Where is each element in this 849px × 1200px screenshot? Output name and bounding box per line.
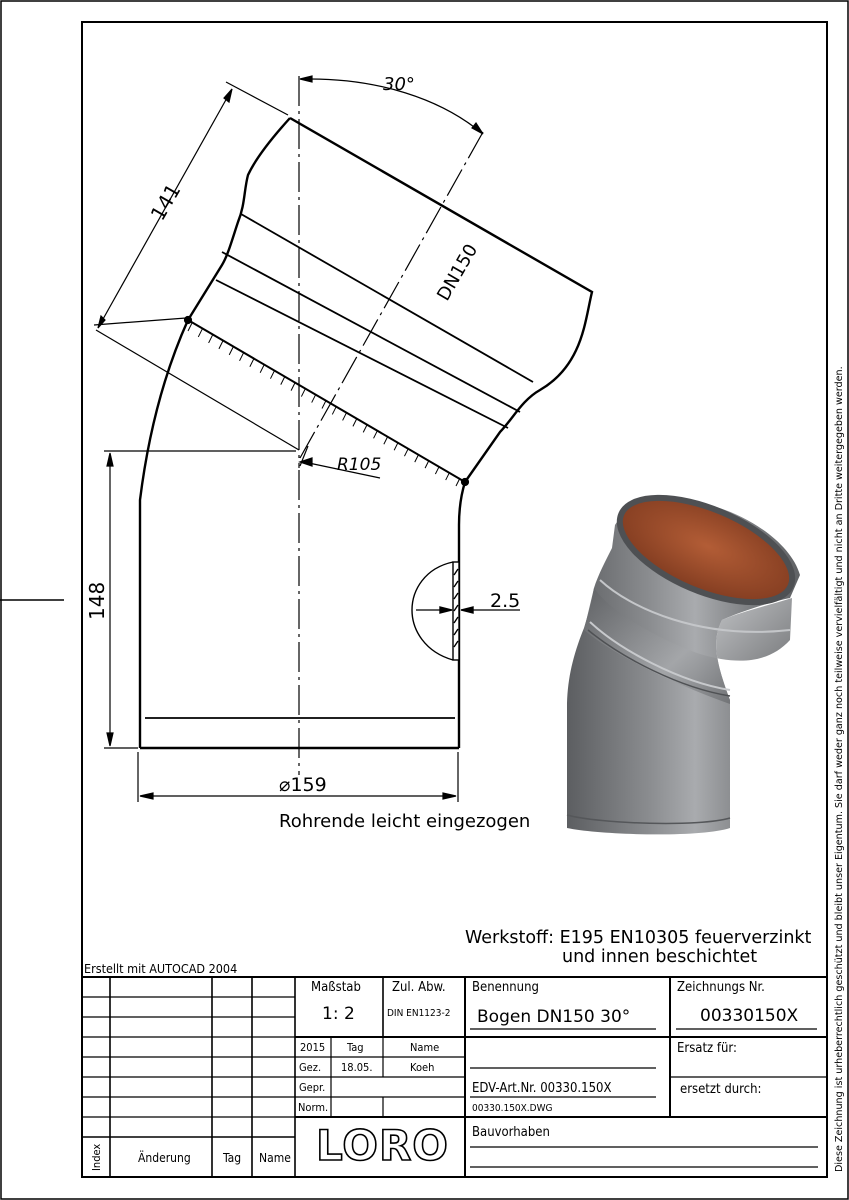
checked-label: Gepr.: [299, 1081, 326, 1094]
name-column-label: Name: [410, 1041, 440, 1054]
pipe-elbow-outline: [140, 118, 592, 748]
drawn-date: 18.05.: [341, 1061, 373, 1074]
project-label: Bauvorhaben: [472, 1125, 550, 1140]
drawn-label: Gez.: [299, 1061, 322, 1074]
weld-tick: [404, 448, 408, 456]
weld-tick: [198, 329, 202, 337]
height-dimension-148: [104, 451, 296, 748]
weld-tick: [219, 341, 223, 349]
weld-tick: [229, 347, 233, 355]
year-value: 2015: [300, 1041, 326, 1054]
weld-tick: [363, 424, 367, 432]
tolerance-value: DIN EN1123-2: [387, 1008, 451, 1019]
radius-label: R105: [337, 455, 382, 475]
material-spec-line2: und innen beschichtet: [562, 947, 758, 967]
rev-change-label: Änderung: [138, 1151, 191, 1165]
tolerance-label: Zul. Abw.: [392, 980, 446, 995]
diameter-label: ⌀159: [279, 774, 327, 796]
weld-tick: [343, 412, 347, 420]
length-dimension-141: [94, 82, 299, 450]
length-label-141: 141: [145, 179, 186, 225]
weld-tick: [301, 389, 305, 397]
weld-tick: [270, 371, 274, 379]
rev-name-label: Name: [259, 1151, 291, 1165]
weld-tick: [291, 383, 295, 391]
weld-tick: [332, 406, 336, 414]
material-spec-line1: Werkstoff: E195 EN10305 feuerverzinkt: [465, 928, 812, 948]
weld-tick: [446, 472, 450, 480]
end-note: Rohrende leicht eingezogen: [279, 811, 531, 832]
drawn-name: Koeh: [410, 1061, 435, 1074]
weld-seam-marks: [188, 323, 460, 486]
weld-tick: [415, 454, 419, 462]
nominal-size-label: DN150: [433, 240, 483, 305]
rev-day-label: Tag: [223, 1151, 242, 1165]
weld-tick: [353, 418, 357, 426]
rev-index-label: Index: [90, 1143, 103, 1171]
company-logo: LORO: [316, 1121, 450, 1170]
cad-software-note: Erstellt mit AUTOCAD 2004: [84, 961, 238, 976]
weld-tick: [456, 478, 460, 486]
name-value: Bogen DN150 30°: [477, 1007, 631, 1027]
weld-tick: [260, 365, 264, 373]
drawing-number-value: 00330150X: [700, 1006, 799, 1026]
weld-tick: [435, 466, 439, 474]
angle-label: 30°: [383, 74, 415, 95]
day-column-label: Tag: [347, 1041, 364, 1054]
article-number: EDV-Art.Nr. 00330.150X: [472, 1081, 612, 1096]
weld-tick: [209, 335, 213, 343]
center-lines: [299, 76, 483, 775]
weld-tick: [281, 377, 285, 385]
copyright-notice: Diese Zeichnung ist urheberrechtlich geschützt und bleibt unser Eigentum. Sie darf weder ganz noch teilweise vervielfältigt und nicht an Dritte weitergegeben werden.: [834, 366, 845, 1172]
scale-value: 1: 2: [322, 1004, 355, 1024]
weld-tick: [240, 353, 244, 361]
drawing-number-label: Zeichnungs Nr.: [677, 980, 765, 995]
name-label: Benennung: [472, 980, 539, 995]
weld-tick: [425, 460, 429, 468]
weld-tick: [322, 401, 326, 409]
weld-tick: [394, 442, 398, 450]
weld-tick: [250, 359, 254, 367]
weld-tick: [374, 430, 378, 438]
height-label-148: 148: [85, 581, 109, 620]
replacement-for-label: Ersatz für:: [677, 1041, 737, 1056]
weld-tick: [188, 323, 192, 331]
weld-tick: [384, 436, 388, 444]
pipe-3d-render: [567, 476, 807, 834]
weld-tick: [312, 395, 316, 403]
wall-thickness-label: 2.5: [490, 590, 521, 612]
dwg-file-name: 00330.150X.DWG: [472, 1103, 553, 1114]
replaced-by-label: ersetzt durch:: [680, 1082, 762, 1097]
norm-label: Norm.: [298, 1101, 329, 1114]
scale-label: Maßstab: [311, 980, 361, 995]
